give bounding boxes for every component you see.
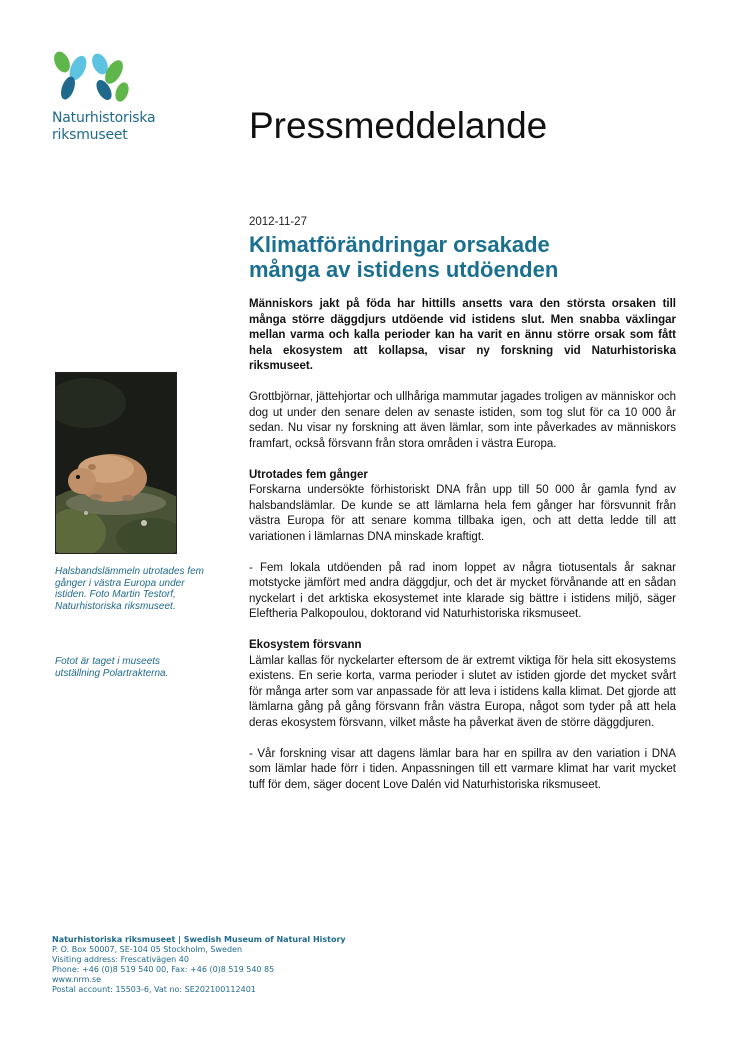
- footer-visiting-address: Visiting address: Frescativägen 40: [52, 955, 189, 964]
- footer-contact: [52, 935, 346, 995]
- press-date: 2012-11-27: [249, 216, 307, 228]
- headline-line2: många av istidens utdöenden: [249, 257, 559, 282]
- photo-caption-location: Fotot är taget i museets utställning Polartrakterna.: [55, 656, 169, 679]
- subheading-1: Utrotades fem gånger: [249, 468, 368, 481]
- headline: [249, 232, 669, 282]
- photo-caption: Halsbandslämmeln utrotades fem gånger i västra Europa under istiden. Foto Martin Testorf, Naturhistoriska riksmuseet.: [55, 566, 204, 612]
- body-paragraph-1: Grottbjörnar, jättehjortar och ullhåriga mammutar jagades troligen av människor och dog ut under den senare delen av senaste istiden, som tog slut för ca 10 000 år sedan. Nu visar ny forskning att även lämlar, som inte påverkades av människors framfart, också försvann från stora områden i västra Europa.: [249, 391, 676, 450]
- footer-phone-fax: Phone: +46 (0)8 519 540 00, Fax: +46 (0)8 519 540 85: [52, 965, 275, 974]
- subheading-2: Ekosystem försvann: [249, 639, 362, 651]
- headline-line1: Klimatförändringar orsakade: [249, 232, 550, 257]
- org-name-line1: Naturhistoriska: [52, 110, 156, 126]
- footer-org-line: Naturhistoriska riksmuseet | Swedish Museum of Natural History: [52, 935, 346, 944]
- footer-website-link[interactable]: www.nrm.se: [52, 975, 102, 984]
- body-paragraph-2: Forskarna undersökte förhistoriskt DNA från upp till 50 000 år gamla fynd av halsbandslämlar. De kunde se att lämlarna hela fem gånger har försvunnit från västra Europa för att senare komma tillbaka igen, och att detta ledde till att variationen i lämlarnas DNA minskade kraftigt.: [249, 484, 676, 543]
- document-type-title: Pressmeddelande: [249, 105, 548, 146]
- lead-paragraph: Människors jakt på föda har hittills ansetts vara den största orsaken till många större däggdjurs utdöende vid istidens slut. Men snabba växlingar mellan varma och kalla perioder kan ha varit en ännu större orsak som fått hela ekosystem att kollapsa, visar ny forskning vid Naturhistoriska riksmuseet.: [249, 298, 676, 372]
- lemming-photo: [55, 372, 177, 554]
- body-paragraph-5: - Vår forskning visar att dagens lämlar bara har en spillra av den variation i DNA som lämlar hade förr i tiden. Anpassningen till ett varmare klimat har varit mycket tuff för dem, säger docent Love Dalén vid Naturhistoriska riksmuseet.: [249, 747, 676, 791]
- article-body: [249, 297, 676, 809]
- lemming-illustration: [56, 373, 176, 553]
- nrm-logo-icon: [52, 50, 130, 102]
- body-paragraph-3: - Fem lokala utdöenden på rad inom loppet av några tiotusentals år saknar motstycke jämfört med andra däggdjur, och det är mycket förvånande att en sådan nyckelart i det arktiska ekosystemet inte klarade sig bättre i istidens miljö, säger Eleftheria Palkopoulou, doktorand vid Naturhistoriska riksmuseet.: [249, 561, 676, 620]
- footer-postal-address: P. O. Box 50007, SE-104 05 Stockholm, Sweden: [52, 945, 243, 954]
- org-name: [52, 110, 155, 144]
- footer-postal-account: Postal account: 15503-6, Vat no: SE202100112401: [52, 985, 256, 994]
- org-name-line2: riksmuseet: [52, 127, 128, 143]
- body-paragraph-4: Lämlar kallas för nyckelarter eftersom de är extremt viktiga för hela sitt ekosystems existens. En serie korta, varma perioder i slutet av istiden gjorde det mycket svårt för många arter som var anpassade för att leva i istidens kalla klimat. Det gjorde att lämlarna gång på gång försvann från västra Europa, något som tyder på att hela deras ekosystem försvann, vilket måste ha påverkat även de större däggdjuren.: [249, 654, 676, 729]
